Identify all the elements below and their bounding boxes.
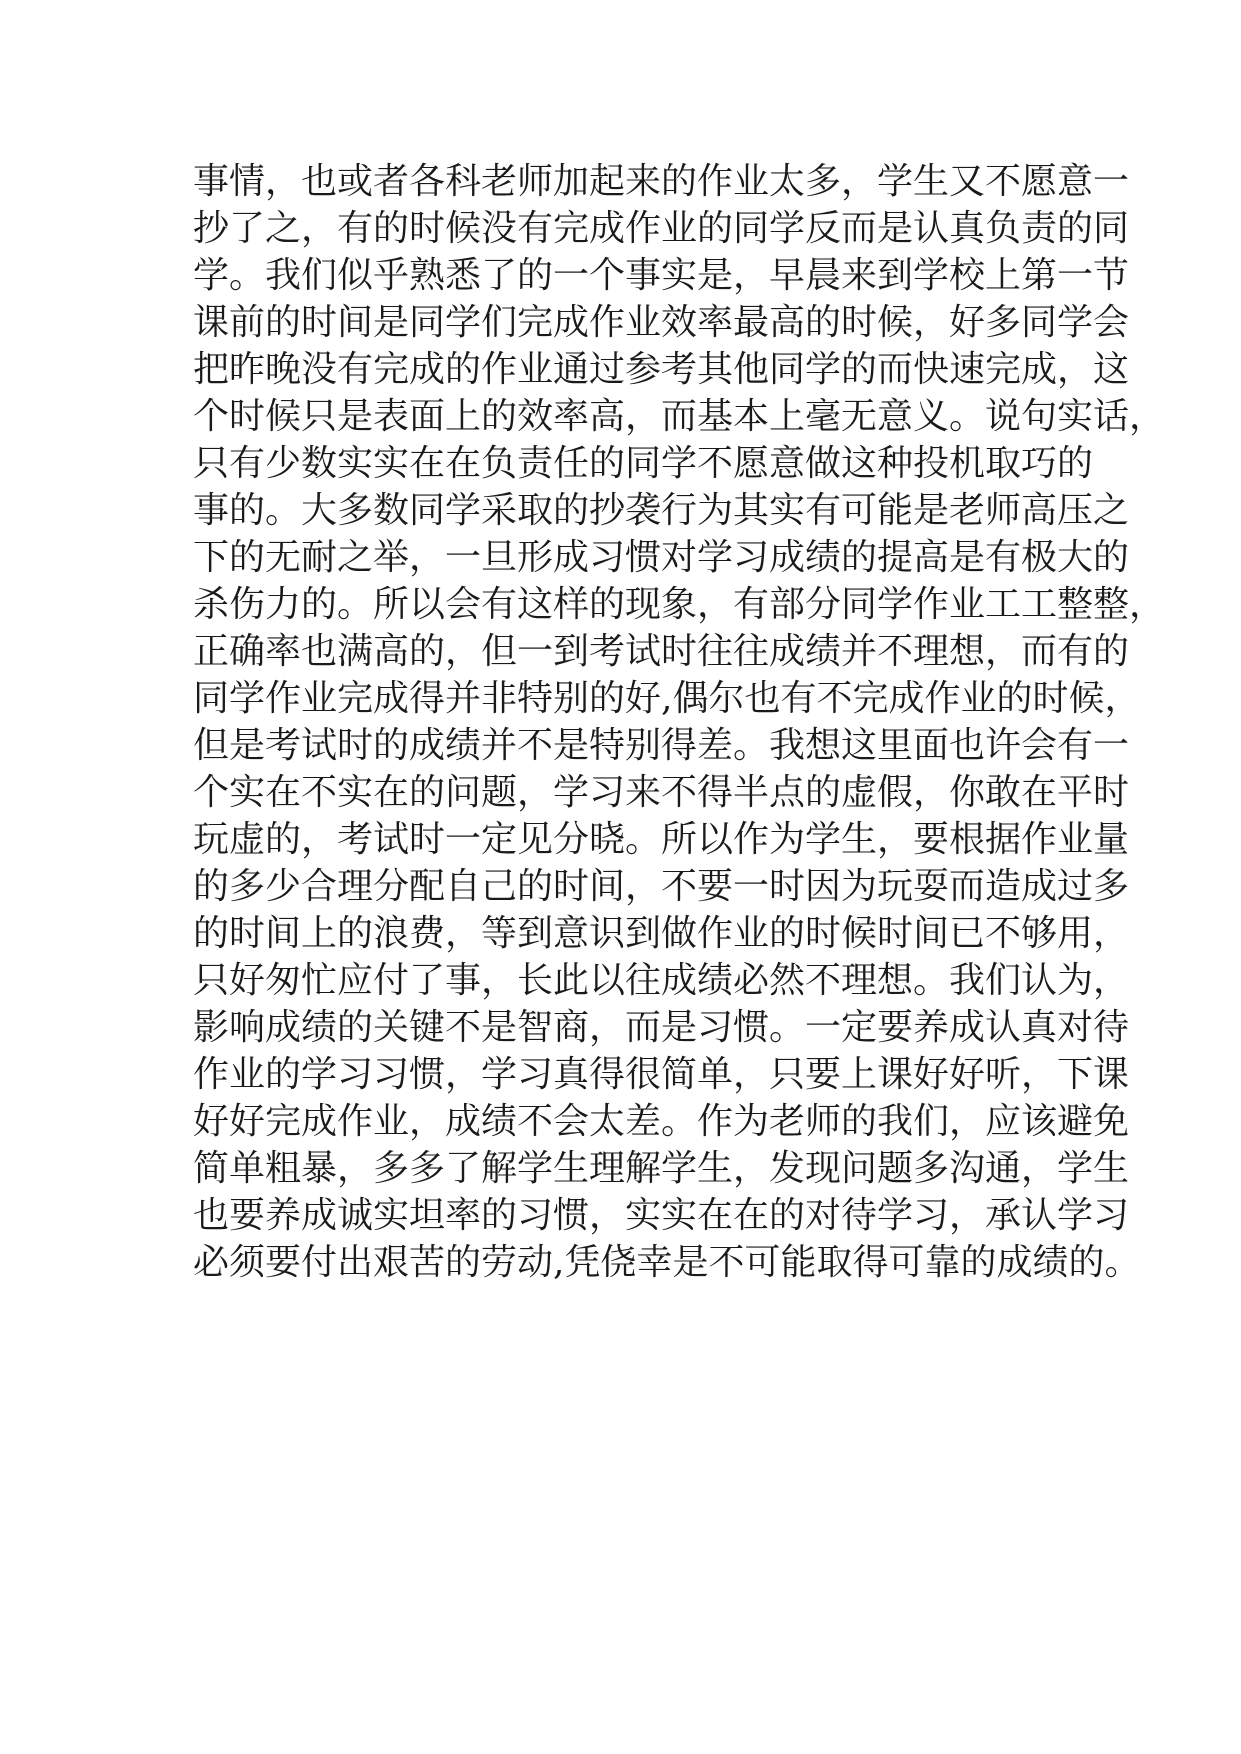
text-line: 下的无耐之举，一旦形成习惯对学习成绩的提高是有极大的 (193, 537, 1130, 578)
text-line: 影响成绩的关键不是智商，而是习惯。一定要养成认真对待 (193, 1007, 1130, 1048)
text-line: 把昨晚没有完成的作业通过参考其他同学的而快速完成，这 (193, 349, 1130, 390)
text-line: 但是考试时的成绩并不是特别得差。我想这里面也许会有一 (193, 725, 1130, 766)
text-line: 的多少合理分配自己的时间，不要一时因为玩耍而造成过多 (193, 866, 1130, 907)
text-line: 的时间上的浪费，等到意识到做作业的时候时间已不够用， (193, 913, 1130, 954)
text-line: 个时候只是表面上的效率高，而基本上毫无意义。说句实话， (193, 396, 1166, 437)
text-line: 事情，也或者各科老师加起来的作业太多，学生又不愿意一 (193, 161, 1130, 202)
text-line: 作业的学习习惯，学习真得很简单，只要上课好好听，下课 (193, 1054, 1130, 1095)
text-line: 必须要付出艰苦的劳动,凭侥幸是不可能取得可靠的成绩的。 (193, 1242, 1141, 1283)
text-line: 正确率也满高的，但一到考试时往往成绩并不理想，而有的 (193, 631, 1130, 672)
text-line: 个实在不实在的问题，学习来不得半点的虚假，你敢在平时 (193, 772, 1130, 813)
text-line: 同学作业完成得并非特别的好,偶尔也有不完成作业的时候， (193, 678, 1141, 719)
text-line: 简单粗暴，多多了解学生理解学生，发现问题多沟通，学生 (193, 1148, 1130, 1189)
text-line: 杀伤力的。所以会有这样的现象，有部分同学作业工工整整， (193, 584, 1166, 625)
text-line: 学。我们似乎熟悉了的一个事实是，早晨来到学校上第一节 (193, 255, 1130, 296)
text-line: 也要养成诚实坦率的习惯，实实在在的对待学习，承认学习 (193, 1195, 1130, 1236)
text-line: 课前的时间是同学们完成作业效率最高的时候，好多同学会 (193, 302, 1130, 343)
text-line: 玩虚的，考试时一定见分晓。所以作为学生，要根据作业量 (193, 819, 1130, 860)
text-line: 抄了之，有的时候没有完成作业的同学反而是认真负责的同 (193, 208, 1130, 249)
text-line: 只好匆忙应付了事，长此以往成绩必然不理想。我们认为， (193, 960, 1130, 1001)
body-paragraph (193, 158, 1166, 1286)
text-line: 只有少数实实在在负责任的同学不愿意做这种投机取巧的 (193, 443, 1094, 484)
text-line: 事的。大多数同学采取的抄袭行为其实有可能是老师高压之 (193, 490, 1130, 531)
text-line: 好好完成作业，成绩不会太差。作为老师的我们，应该避免 (193, 1101, 1130, 1142)
